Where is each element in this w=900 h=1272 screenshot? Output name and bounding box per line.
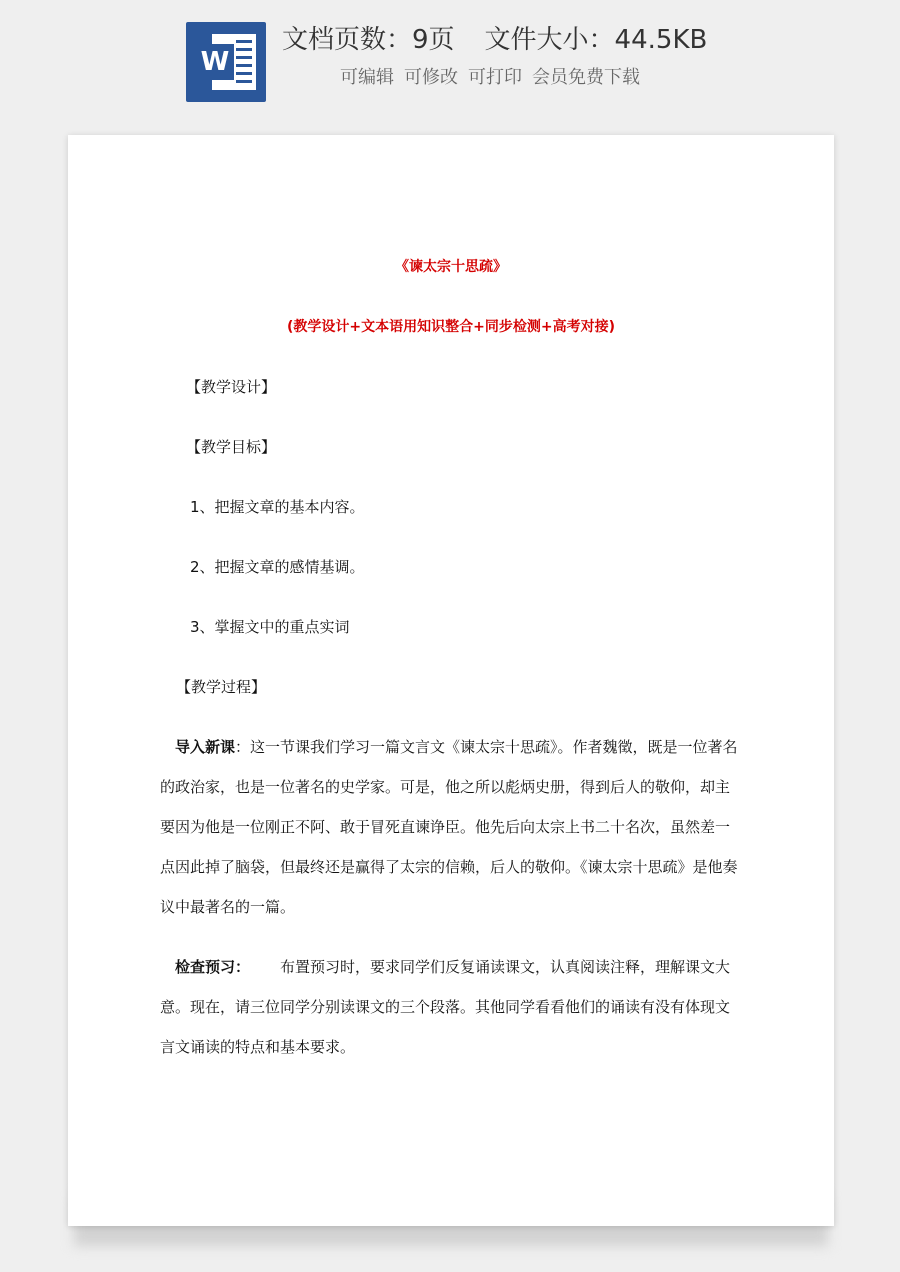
preview-lead: 检查预习： — [175, 958, 251, 976]
word-icon-line — [236, 72, 252, 75]
intro-paragraph — [160, 727, 742, 927]
word-icon-letter: W — [196, 44, 234, 80]
document-page — [68, 135, 834, 1226]
file-size: 文件大小：44.5KB — [484, 25, 708, 55]
goal-item: 2、把握文章的感情基调。 — [190, 558, 365, 576]
feature-printable: 可打印 — [468, 67, 522, 88]
intro-text: ：这一节课我们学习一篇文言文《谏太宗十思疏》。作者魏徵，既是一位著名的政治家，也是一位著名的史学家。可是，他之所以彪炳史册，得到后人的敬仰，却主要因为他是一位刚正不阿、敢于冒死直谏诤臣。他先后向太宗上书二十名次，虽然差一点因此掉了脑袋，但最终还是赢得了太宗的信赖，后人的敬仰。《谏太宗十思疏》是他奏议中最著名的一篇。 — [160, 738, 738, 916]
document-title: 《谏太宗十思疏》 — [395, 259, 507, 275]
feature-free-download: 会员免费下载 — [532, 67, 640, 88]
word-icon-line — [236, 64, 252, 67]
document-subtitle: (教学设计+文本语用知识整合+同步检测+高考对接) — [287, 319, 615, 335]
feature-modifiable: 可修改 — [404, 67, 458, 88]
word-icon-line — [236, 48, 252, 51]
section-heading-design: 【教学设计】 — [186, 378, 277, 396]
file-stats — [282, 20, 707, 60]
goal-item: 3、掌握文中的重点实词 — [190, 618, 350, 636]
page-count: 文档页数：9页 — [282, 25, 455, 55]
word-icon-line — [236, 56, 252, 59]
section-heading-process: 【教学过程】 — [176, 678, 267, 696]
preview-paragraph — [160, 947, 742, 1067]
feature-list — [340, 64, 650, 92]
goal-item: 1、把握文章的基本内容。 — [190, 498, 365, 516]
section-heading-goals: 【教学目标】 — [186, 438, 277, 456]
preview-text: 布置预习时，要求同学们反复诵读课文，认真阅读注释，理解课文大意。现在，请三位同学分别读课文的三个段落。其他同学看看他们的诵读有没有体现文言文诵读的特点和基本要求。 — [160, 958, 731, 1056]
word-icon-line — [236, 40, 252, 43]
feature-editable: 可编辑 — [340, 67, 394, 88]
word-icon-line — [236, 80, 252, 83]
download-header — [0, 0, 900, 120]
word-document-icon — [186, 22, 266, 102]
intro-lead: 导入新课 — [175, 738, 236, 756]
